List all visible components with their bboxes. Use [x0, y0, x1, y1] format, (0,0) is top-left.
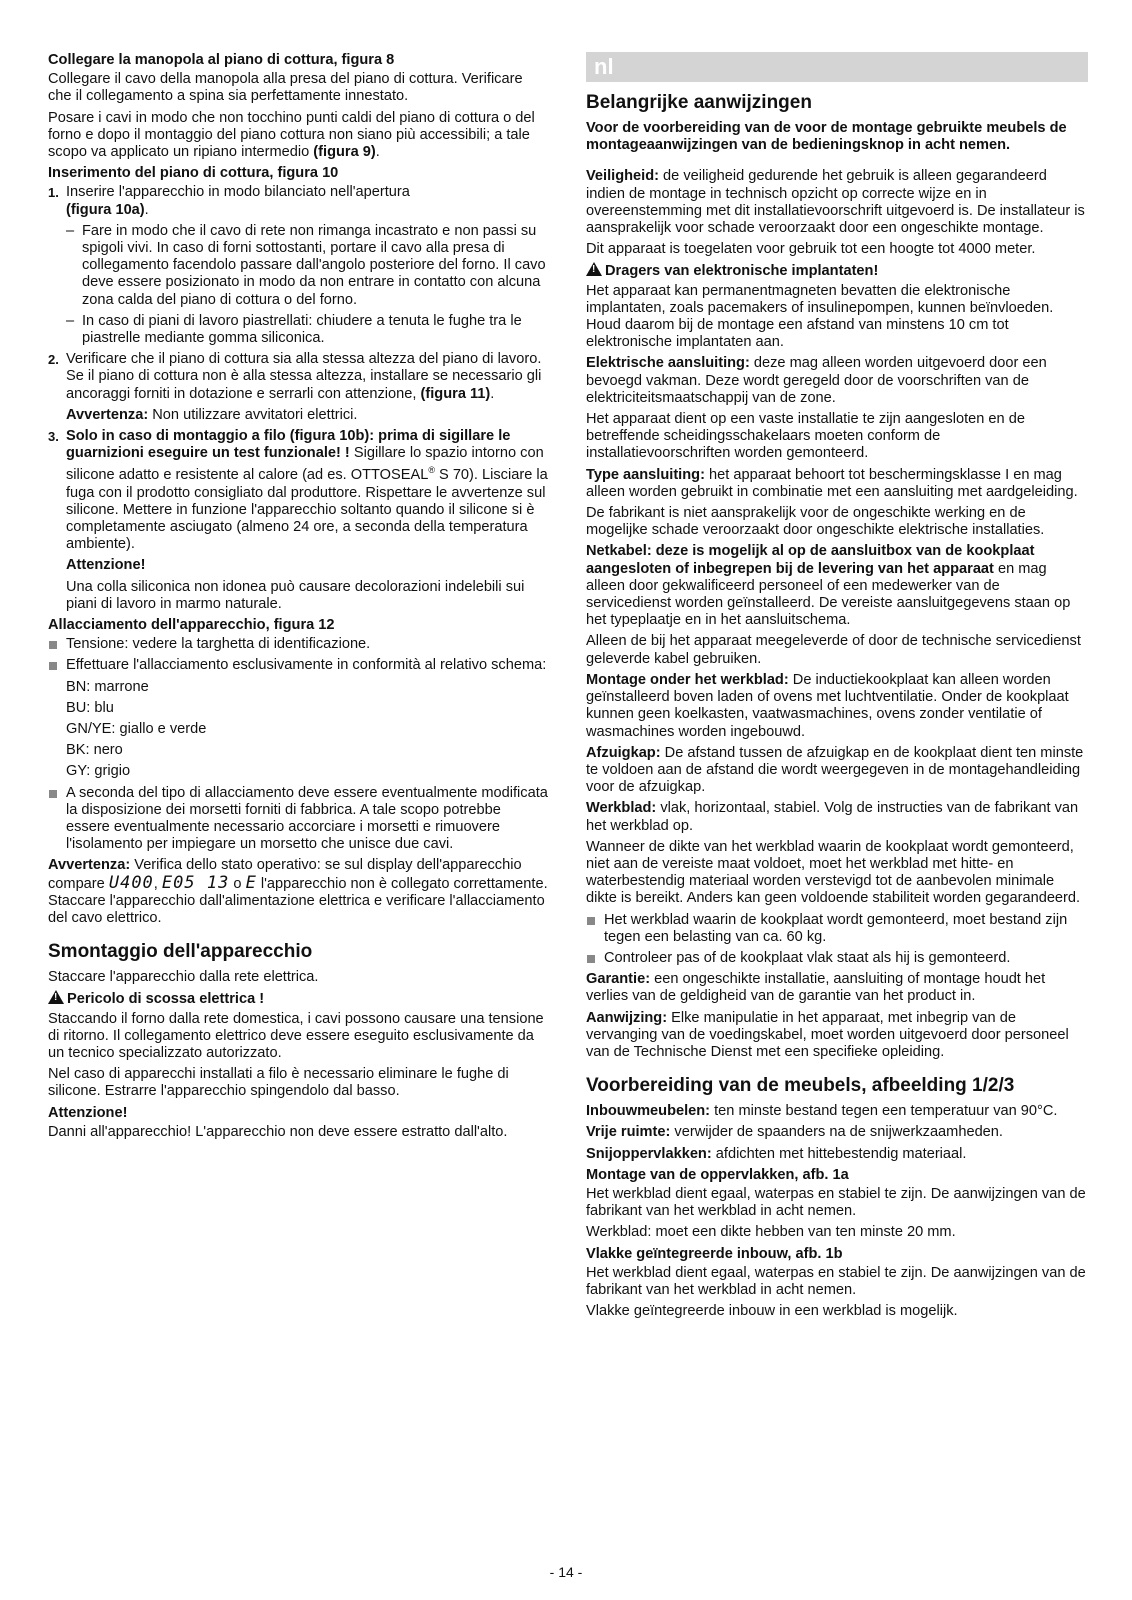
bullet-item: A seconda del tipo di allacciamento deve essere eventualmente modificata la disposizione dei morsetti forniti di fabbrica. A tale scopo potrebbe essere eventualmente necessario accorciare i morsetti e rimuovere l'isolamento per impiegare un morsetto che unisce due cavi.: [48, 785, 548, 854]
display-code: E05 13: [161, 872, 230, 893]
paragraph: Afzuigkap: De afstand tussen de afzuigkap en de kookplaat dient ten minste te voldoen aan de afstand die wordt weergegeven in de montagehandleiding voor de afzuigkap.: [586, 744, 1084, 796]
paragraph: Garantie: een ongeschikte installatie, aansluiting of montage houdt het verlies van de geldigheid van de garantie van het product in.: [586, 971, 1046, 1005]
section-heading: Voorbereiding van de meubels, afbeelding 1/2/3: [586, 1075, 1015, 1097]
attention-title: Attenzione!: [66, 557, 146, 574]
dash-item: – In caso di piani di lavoro piastrellati: chiudere a tenuta le fughe tra le piastrelle mediante gomma siliconica.: [66, 312, 522, 347]
paragraph: Het apparaat kan permanentmagneten bevatten die elektronische implantaten, zoals pacemakers of insulinepompen, kunnen beïnvloeden. Houd daarom bij de montage een afstand van minstens 10 cm tot elektronische implantaten aan.: [586, 282, 1054, 351]
square-bullet-icon: [49, 662, 57, 670]
paragraph: Avvertenza: Verifica dello stato operativo: se sul display dell'apparecchio compare U400, E05 13 o E l'apparecchio non è collegato correttamente. Staccare l'apparecchio dall'alimentazione elettrica e verificare l'allacciamento del cavo elettrico.: [48, 857, 548, 926]
section-title: Vlakke geïntegreerde inbouw, afb. 1b: [586, 1245, 843, 1262]
attention-title: Attenzione!: [48, 1104, 128, 1121]
paragraph: Werkblad: vlak, horizontaal, stabiel. Volg de instructies van de fabrikant van het werkblad op.: [586, 800, 1079, 834]
paragraph: Alleen de bij het apparaat meegeleverde of door de technische servicedienst geleverde kabel gebruiken.: [586, 633, 1081, 667]
paragraph: Het apparaat dient op een vaste installatie te zijn aangesloten en de betreffende scheidingsschakelaars moeten conform de installatievoorschriften worden gemonteerd.: [586, 411, 1025, 462]
paragraph: Het werkblad dient egaal, waterpas en stabiel te zijn. De aanwijzingen van de fabrikant van het werkblad in acht nemen.: [586, 1264, 1086, 1298]
paragraph: Vrije ruimte: verwijder de spaanders na de snijwerkzaamheden.: [586, 1124, 1003, 1141]
page-number: - 14 -: [549, 1564, 583, 1580]
step-3: 3. Solo in caso di montaggio a filo (figura 10b): prima di sigillare le guarnizioni eseguire un test funzionale! ! Sigillare lo spazio intorno con silicone adatto e resistente al calore (ad es. OTTOSEAL® S 70). Lisciare la fuga con il prodotto consigliato dal produttore. Rispettare le avvertenze sul silicone. Mettere in funzione l'apparecchio soltanto quando il silicone si è completamente asciugato (almeno 24 ore, a seconda della temperatura ambiente).: [48, 428, 548, 553]
intro: Voor de voorbereiding van de voor de montage gebruikte meubels de montageaanwijzingen van de bedieningsknop in acht nemen.: [586, 120, 1067, 154]
paragraph: Vlakke geïntegreerde inbouw in een werkblad is mogelijk.: [586, 1303, 958, 1320]
paragraph: Type aansluiting: het apparaat behoort tot beschermingsklasse I en mag alleen worden gebruikt in combinatie met een aansluiting met aardgeleiding.: [586, 466, 1078, 500]
bullet-item: Tensione: vedere la targhetta di identificazione.: [48, 636, 548, 653]
section-heading: Belangrijke aanwijzingen: [586, 92, 812, 113]
paragraph: Het werkblad dient egaal, waterpas en stabiel te zijn. De aanwijzingen van de fabrikant van het werkblad in acht nemen.: [586, 1185, 1086, 1220]
wire-color: BN: marrone: [66, 678, 149, 695]
section-heading: Smontaggio dell'apparecchio: [48, 941, 313, 963]
wire-color: GN/YE: giallo e verde: [66, 720, 207, 737]
step-1: 1. Inserire l'apparecchio in modo bilanciato nell'apertura (figura 10a).: [48, 184, 410, 218]
paragraph: Werkblad: moet een dikte hebben van ten minste 20 mm.: [586, 1224, 956, 1241]
section-title: Inserimento del piano di cottura, figura 10: [48, 165, 339, 182]
paragraph: Netkabel: deze is mogelijk al op de aansluitbox van de kookplaat aangesloten of inbegrepen bij de levering van het apparaat en mag alleen door gekwalificeerd personeel of een medewerker van de servicedienst worden geïnstalleerd. De vereiste aansluitgegevens staan op het typeplaatje en in het aansluitschema.: [586, 543, 1071, 629]
attention-text: Una colla siliconica non idonea può causare decolorazioni indelebili sui piani di lavoro in marmo naturale.: [66, 578, 525, 612]
wire-color: GY: grigio: [66, 763, 131, 780]
paragraph: Staccare l'apparecchio dalla rete elettrica.: [48, 969, 319, 986]
right-column: [586, 52, 1088, 1324]
bullet-item: Controleer pas of de kookplaat vlak staat als hij is gemonteerd.: [586, 950, 1088, 967]
paragraph: Danni all'apparecchio! L'apparecchio non deve essere estratto dall'alto.: [48, 1123, 508, 1140]
paragraph: Montage onder het werkblad: De inductiekookplaat kan alleen worden geïnstalleerd boven laden of ovens met luchtventilatie. Onder de kookplaat kunnen geen koelkasten, vaatwasmachines, ovens zonder ventilatie of wasmachines worden ingebouwd.: [586, 671, 1069, 740]
language-bar: nl: [586, 52, 1088, 82]
bullet-item: Effettuare l'allacciamento esclusivamente in conformità al relativo schema:: [48, 657, 548, 674]
danger-title: !Dragers van elektronische implantaten!: [586, 262, 1088, 280]
warning-triangle-icon: [586, 262, 602, 276]
warning-triangle-icon: [48, 990, 64, 1004]
paragraph: De fabrikant is niet aansprakelijk voor de ongeschikte werking en de mogelijke schade veroorzaakt door ongeschikte elektrische installaties.: [586, 505, 1045, 539]
paragraph: Wanneer de dikte van het werkblad waarin de kookplaat wordt gemonteerd, niet aan de vereiste maat voldoet, moet het werkblad met hitte- en waterbestendig materiaal worden verstevigd tot de aanbevolen minimale dikte is bereikt. Anders kan geen voldoende stabiliteit worden gegarandeerd.: [586, 838, 1081, 907]
wire-color: BU: blu: [66, 699, 114, 716]
paragraph: Snijoppervlakken: afdichten met hittebestendig materiaal.: [586, 1145, 967, 1162]
square-bullet-icon: [49, 790, 57, 798]
wire-color: BK: nero: [66, 742, 123, 759]
paragraph: Veiligheid: de veiligheid gedurende het gebruik is alleen gegarandeerd indien de montage in technisch opzicht op correcte wijze en in overeenstemming met dit installatievoorschrift uitgevoerd is. De installateur is aansprakelijk voor schade veroorzaakt door een ongeschikte montage.: [586, 168, 1085, 237]
square-bullet-icon: [587, 955, 595, 963]
display-code: U400: [108, 872, 154, 893]
display-code: E: [245, 872, 257, 893]
section-title: Allacciamento dell'apparecchio, figura 12: [48, 616, 335, 633]
bullet-item: Het werkblad waarin de kookplaat wordt gemonteerd, moet bestand zijn tegen een belasting van ca. 60 kg.: [586, 912, 1088, 946]
danger-title: !Pericolo di scossa elettrica !: [48, 990, 548, 1008]
left-column: [48, 52, 548, 1145]
paragraph: Posare i cavi in modo che non tocchino punti caldi del piano di cottura o del forno e dopo il montaggio del piano cottura non siano più accessibili; a tale scopo va applicato un ripiano intermedio (figura 9).: [48, 109, 535, 161]
paragraph: Staccando il forno dalla rete domestica, i cavi possono causare una tensione di ritorno. Il collegamento elettrico deve essere eseguito esclusivamente da un tecnico specializzato autorizzato.: [48, 1010, 544, 1062]
paragraph: Elektrische aansluiting: deze mag alleen worden uitgevoerd door een bevoegd vakman. Deze wordt geregeld door de voorschriften van de elektriciteitsmaatschappij van de zone.: [586, 355, 1047, 406]
paragraph: Inbouwmeubelen: ten minste bestand tegen een temperatuur van 90°C.: [586, 1103, 1058, 1120]
section-title: Montage van de oppervlakken, afb. 1a: [586, 1166, 849, 1183]
paragraph: Aanwijzing: Elke manipulatie in het apparaat, met inbegrip van de vervanging van de voedingskabel, moet worden uitgevoerd door personeel van de Technische Dienst met een specifieke opleiding.: [586, 1009, 1069, 1060]
paragraph: Dit apparaat is toegelaten voor gebruik tot een hoogte tot 4000 meter.: [586, 241, 1036, 258]
step-2: 2. Verificare che il piano di cottura sia alla stessa altezza del piano di lavoro. Se il piano di cottura non è alla stessa altezza, installare se necessario gli ancoraggi forniti in dotazione e serrarli con attenzione, (figura 11).: [48, 351, 542, 402]
paragraph: Collegare il cavo della manopola alla presa del piano di cottura. Verificare che il collegamento a spina sia perfettamente innestato.: [48, 71, 523, 105]
note: Avvertenza: Non utilizzare avvitatori elettrici.: [66, 406, 358, 423]
square-bullet-icon: [49, 641, 57, 649]
dash-item: – Fare in modo che il cavo di rete non rimanga incastrato e non passi su spigoli vivi. In caso di forni sottostanti, portare il cavo alla presa di collegamento facendolo passare dall'angolo posteriore del forno. Il cavo deve essere posizionato in modo da non entrare in contatto con alcuna zona calda del piano di cottura o del forno.: [66, 222, 546, 308]
square-bullet-icon: [587, 917, 595, 925]
paragraph: Nel caso di apparecchi installati a filo è necessario eliminare le fughe di silicone. Estrarre l'apparecchio spingendolo dal basso.: [48, 1066, 509, 1100]
section-title: Collegare la manopola al piano di cottura, figura 8: [48, 52, 395, 68]
